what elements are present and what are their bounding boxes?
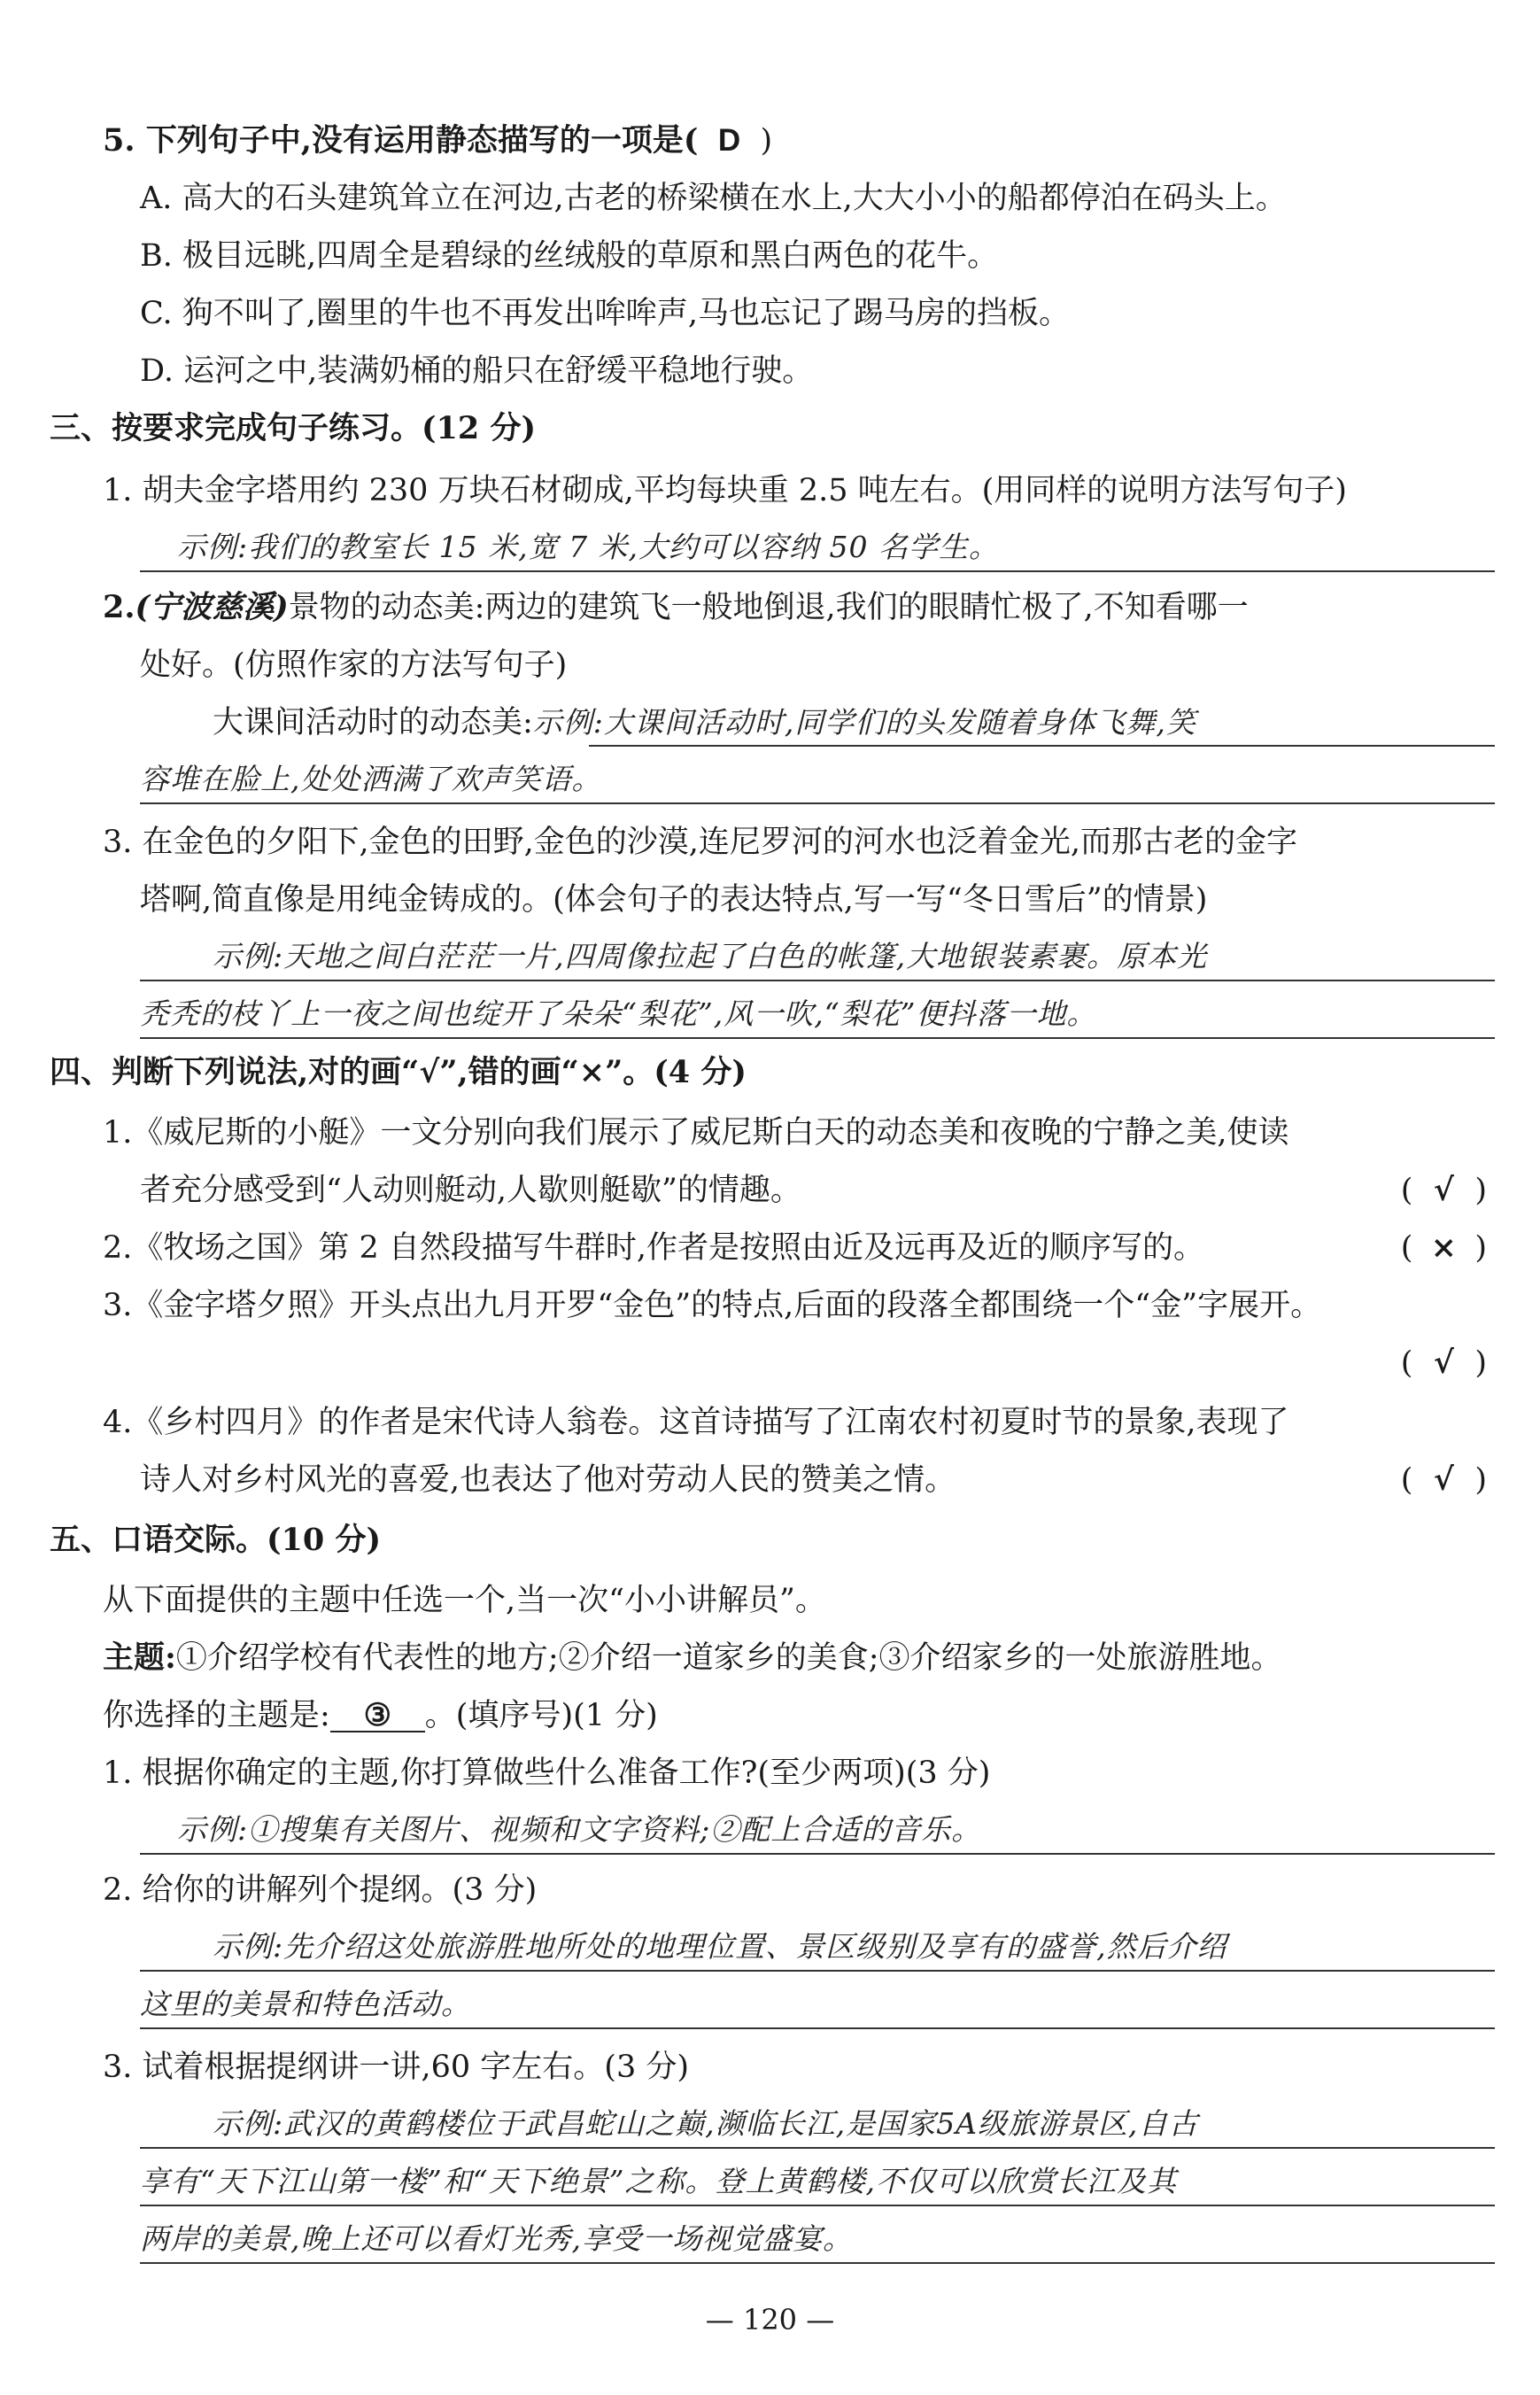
s5-q2-stem: 2. 给你的讲解列个提纲。(3 分) — [103, 1872, 538, 1908]
s5-choice-answer: ③ — [330, 1700, 425, 1732]
section-5-heading: 五、口语交际。(10 分) — [50, 1522, 382, 1558]
s3-q2-stem: 2.(宁波慈溪)景物的动态美:两边的建筑飞一般地倒退,我们的眼睛忙极了,不知看哪一 — [103, 589, 1249, 625]
s4-item-4-line1: 4.《乡村四月》的作者是宋代诗人翁卷。这首诗描写了江南农村初夏时节的景象,表现了 — [103, 1405, 1289, 1440]
s5-themes: 主题:①介绍学校有代表性的地方;②介绍一道家乡的美食;③介绍家乡的一处旅游胜地。 — [103, 1639, 1282, 1676]
answer-line — [140, 2027, 1495, 2029]
s3-q3-answer-2: 秃秃的枝丫上一夜之间也绽开了朵朵“梨花”,风一吹,“梨花”便抖落一地。 — [140, 996, 1097, 1031]
s4-item-2-line1: 2.《牧场之国》第 2 自然段描写牛群时,作者是按照由近及远再及近的顺序写的。 — [103, 1230, 1205, 1266]
s5-q1-stem: 1. 根据你确定的主题,你打算做些什么准备工作?(至少两项)(3 分) — [103, 1756, 991, 1791]
judgment-mark: ( × ) — [1400, 1229, 1487, 1266]
s4-item-1-line1: 1.《威尼斯的小艇》一文分别向我们展示了威尼斯白天的动态美和夜晚的宁静之美,使读 — [103, 1115, 1289, 1151]
q5-stem: 5. 下列句子中,没有运用静态描写的一项是( D ) — [103, 122, 773, 159]
answer-line — [140, 980, 1495, 981]
s3-q3-stem-2: 塔啊,简直像是用纯金铸成的。(体会句子的表达特点,写一写“冬日雪后”的情景) — [140, 882, 1208, 918]
region-tag: (宁波慈溪) — [135, 589, 289, 625]
answer-line — [140, 570, 1495, 572]
answer-line — [589, 745, 1495, 747]
s3-q2-answer-1: 示例:大课间活动时,同学们的头发随着身体飞舞,笑 — [532, 705, 1196, 740]
s4-item-1-line2: 者充分感受到“人动则艇动,人歇则艇歇”的情趣。 — [140, 1173, 801, 1208]
judgment-mark: ( √ ) — [1400, 1461, 1487, 1498]
q5-answer: D — [717, 123, 741, 158]
s3-q2-prompt: 大课间活动时的动态美:示例:大课间活动时,同学们的头发随着身体飞舞,笑 — [213, 705, 1196, 740]
s5-q3-answer-3: 两岸的美景,晚上还可以看灯光秀,享受一场视觉盛宴。 — [140, 2221, 853, 2256]
s3-q3-stem-1: 3. 在金色的夕阳下,金色的田野,金色的沙漠,连尼罗河的河水也泛着金光,而那古老的金字 — [103, 825, 1298, 860]
s5-q3-answer-2: 享有“天下江山第一楼”和“天下绝景”之称。登上黄鹤楼,不仅可以欣赏长江及其 — [140, 2164, 1177, 2198]
answer-line — [140, 1853, 1495, 1855]
q5-option-c: C. 狗不叫了,圈里的牛也不再发出哞哞声,马也忘记了踢马房的挡板。 — [140, 296, 1071, 331]
s5-q3-stem: 3. 试着根据提纲讲一讲,60 字左右。(3 分) — [103, 2050, 690, 2085]
s4-item-4-line2: 诗人对乡村风光的喜爱,也表达了他对劳动人民的赞美之情。 — [140, 1462, 956, 1498]
answer-line — [140, 1970, 1495, 1972]
answer-line — [140, 2262, 1495, 2264]
s5-q2-answer-2: 这里的美景和特色活动。 — [140, 1987, 471, 2021]
s5-q1-answer: 示例:①搜集有关图片、视频和文字资料;②配上合适的音乐。 — [177, 1812, 982, 1847]
section-3-heading: 三、按要求完成句子练习。(12 分) — [50, 410, 537, 446]
answer-line — [140, 1037, 1495, 1039]
answer-line — [140, 2147, 1495, 2149]
s3-q3-answer-1: 示例:天地之间白茫茫一片,四周像拉起了白色的帐篷,大地银装素裹。原本光 — [213, 939, 1208, 973]
answer-line — [140, 2205, 1495, 2206]
s5-choice: 你选择的主题是: ③ 。(填序号)(1 分) — [103, 1697, 658, 1733]
q5-option-d: D. 运河之中,装满奶桶的船只在舒缓平稳地行驶。 — [140, 353, 814, 389]
judgment-mark: ( √ ) — [1400, 1345, 1487, 1381]
s4-item-3-line1: 3.《金字塔夕照》开头点出九月开罗“金色”的特点,后面的段落全都围绕一个“金”字展开。 — [103, 1288, 1322, 1323]
s3-q2-answer-2: 容堆在脸上,处处洒满了欢声笑语。 — [140, 762, 602, 796]
s5-q3-answer-1: 示例:武汉的黄鹤楼位于武昌蛇山之巅,濒临长江,是国家5A级旅游景区,自古 — [213, 2106, 1199, 2141]
s3-q1-stem: 1. 胡夫金字塔用约 230 万块石材砌成,平均每块重 2.5 吨左右。(用同样的说明方法写句子) — [103, 473, 1347, 508]
s5-q2-answer-1: 示例:先介绍这处旅游胜地所处的地理位置、景区级别及享有的盛誉,然后介绍 — [213, 1929, 1227, 1964]
section-4-heading: 四、判断下列说法,对的画“√”,错的画“×”。(4 分) — [50, 1054, 747, 1090]
q5-option-b: B. 极目远眺,四周全是碧绿的丝绒般的草原和黑白两色的花牛。 — [140, 238, 999, 274]
s3-q1-answer: 示例:我们的教室长 15 米,宽 7 米,大约可以容纳 50 名学生。 — [177, 530, 1000, 564]
answer-line — [140, 802, 1495, 804]
s3-q2-stem-line2: 处好。(仿照作家的方法写句子) — [140, 647, 568, 683]
judgment-mark: ( √ ) — [1400, 1172, 1487, 1208]
page-number: — 120 — — [705, 2303, 835, 2337]
q5-option-a: A. 高大的石头建筑耸立在河边,古老的桥梁横在水上,大大小小的船都停泊在码头上。 — [140, 181, 1287, 216]
s5-intro: 从下面提供的主题中任选一个,当一次“小小讲解员”。 — [103, 1583, 826, 1618]
